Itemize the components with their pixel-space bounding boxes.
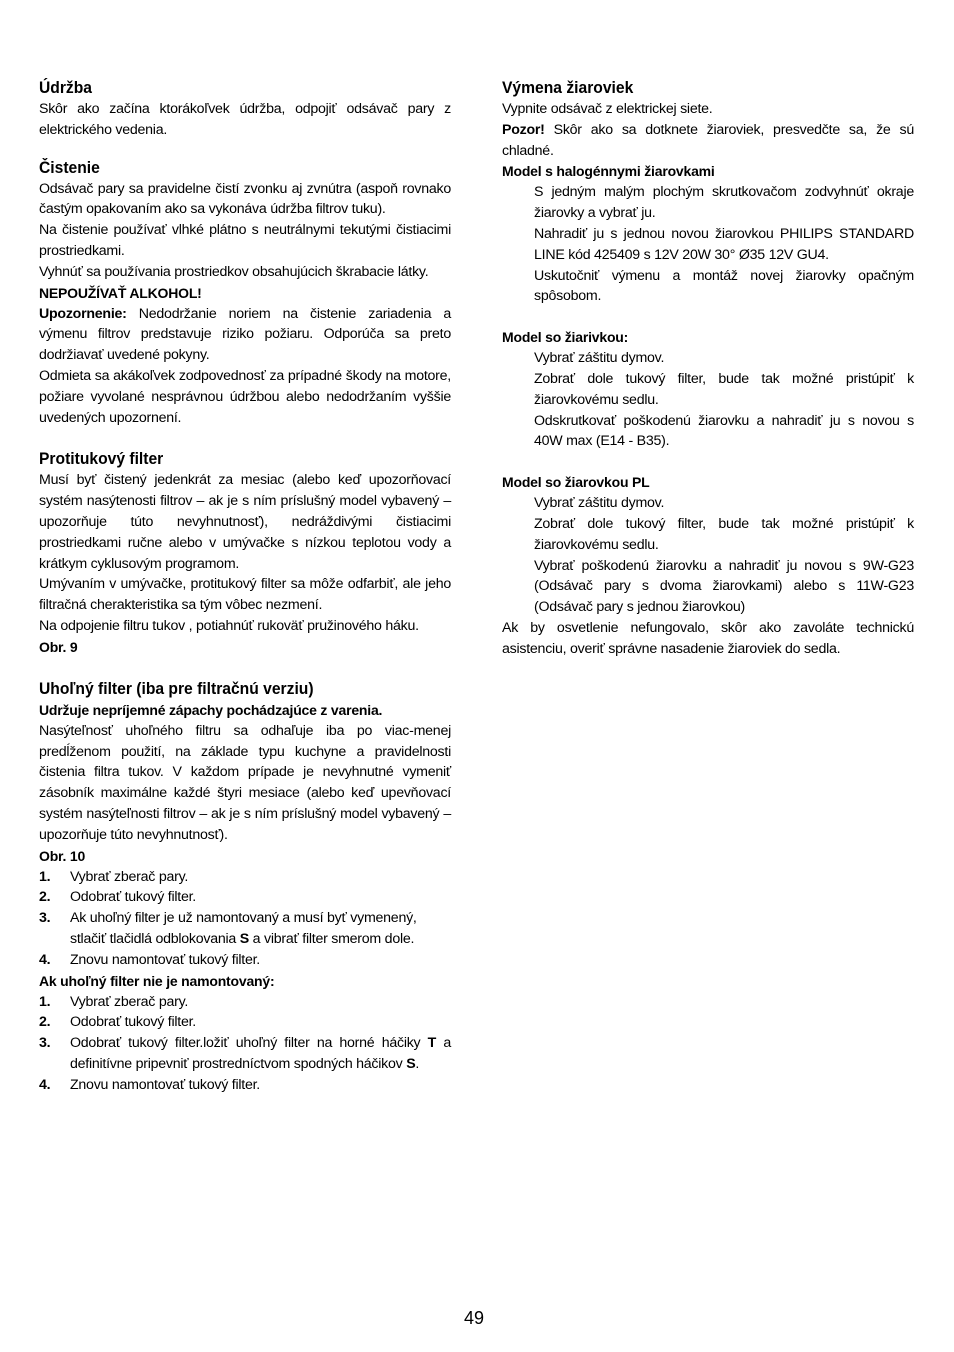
list-number: 1.: [39, 993, 51, 1010]
left-column: [39, 77, 451, 1095]
list-number: 2.: [39, 1014, 51, 1031]
protitukovy-text-1: Musí byť čistený jedenkrát za mesiac (alebo keď upozorňovací systém nasýtenosti filtrov – ak je s ním príslušný model vybavený – upozorňuje túto nevyhnutnosť), nedráždivými čistiacimi prostriedkami ručne alebo v umývačke s nízkou teplotou vody a krátkym cyklusovým programom.: [39, 472, 451, 572]
list-text: Znovu namontovať tukový filter.: [70, 951, 260, 968]
list-item: [39, 950, 451, 971]
list-number: 1.: [39, 868, 51, 885]
ziarivka-text-3: Odskrutkovať poškodenú žiarovku a nahradiť ju s novou s 40W max (E14 - B35).: [534, 412, 914, 450]
udrzba-text: Skôr ako začína ktorákoľvek údržba, odpojiť odsávač pary z elektrického vedenia.: [39, 101, 451, 138]
list-text: Odobrať tukový filter.ložiť uhoľný filter na horné háčiky T a definitívne pripevniť prostredníctvom spodných háčikov S.: [70, 1035, 451, 1072]
pozor-label: Pozor!: [502, 121, 545, 138]
pl-text-2: Zobrať dole tukový filter, bude tak možné pristúpiť k žiarovkovému sedlu.: [534, 515, 914, 553]
uholny-figure-ref: Obr. 10: [39, 847, 86, 864]
cistenie-text-2: Na čistenie používať vlhké plátno s neutrálnymi tekutými čistiacimi prostriedkami.: [39, 222, 451, 259]
cistenie-note: [39, 304, 451, 366]
list-number: 3.: [39, 1035, 51, 1052]
heading-pl: Model so žiarovkou PL: [502, 474, 650, 491]
cistenie-text-1: Odsávač pary sa pravidelne čistí zvonku aj zvnútra (aspoň rovnako častým opakovaním ako sa vykonáva údržba filtrov tuku).: [39, 180, 451, 218]
protitukovy-figure-ref: Obr. 9: [39, 638, 78, 655]
list-text: Vybrať zberač pary.: [70, 868, 189, 885]
uholny-list-1: [39, 867, 451, 971]
halogen-text-1: S jedným malým plochým skrutkovačom zodvyhnúť okraje žiarovky a vybrať ju.: [534, 184, 914, 222]
heading-uholny: Uhoľný filter (iba pre filtračnú verziu): [39, 678, 314, 698]
list-number: 4.: [39, 951, 51, 968]
uholny-subtitle: Udržuje nepríjemné zápachy pochádzajúce z varenia.: [39, 701, 383, 718]
heading-ziarivka: Model so žiarivkou:: [502, 329, 629, 346]
list-item: [39, 867, 451, 888]
list-number: 4.: [39, 1076, 51, 1093]
list-item: [39, 992, 451, 1013]
section-cistenie: [39, 157, 451, 429]
list-item: [39, 1075, 451, 1096]
vymena-text-1: Vypnite odsávač z elektrickej siete.: [502, 101, 713, 117]
heading-halogen: Model s halogénnymi žiarovkami: [502, 163, 715, 180]
list-item: [39, 1033, 451, 1075]
pl-text-1: Vybrať záštitu dymov.: [534, 495, 665, 512]
list-number: 2.: [39, 889, 51, 906]
list-item: [39, 887, 451, 908]
list-item: [39, 908, 451, 950]
cistenie-warning: NEPOUŽÍVAŤ ALKOHOL!: [39, 284, 202, 301]
note-label: Upozornenie:: [39, 305, 127, 322]
page-number-text: 49: [464, 1308, 485, 1328]
section-ziarivka: [502, 327, 914, 452]
halogen-text-2: Nahradiť ju s jednou novou žiarovkou PHILIPS STANDARD LINE kód 425409 s 12V 20W 30° Ø35 12V GU4.: [534, 225, 914, 263]
halogen-text-3: Uskutočniť výmenu a montáž novej žiarovky opačným spôsobom.: [534, 267, 914, 305]
heading-protitukovy: Protitukový filter: [39, 449, 164, 469]
pl-text-3: Vybrať poškodenú žiarovku a nahradiť ju novou s 9W-G23 (Odsávač pary s dvoma žiarovkami) alebo s 11W-G23 (Odsávač pary s jednou žiarovkou): [534, 557, 914, 616]
protitukovy-text-2: Umývaním v umývačke, protitukový filter sa môže odfarbiť, ale jeho filtračná cherakteristika sa tým vôbec nezmení.: [39, 576, 451, 614]
cistenie-text-4: Odmieta sa akákoľvek zodpovednosť za prípadné škody na motore, požiare vyvolané nesprávnou údržbou alebo nedodržaním vyššie uvedených upozornení.: [39, 367, 451, 426]
list-item: [39, 1012, 451, 1033]
list-text: Odobrať tukový filter.: [70, 1014, 196, 1031]
section-udrzba: [39, 77, 451, 141]
ziarivka-text-1: Vybrať záštitu dymov.: [534, 350, 665, 367]
section-vymena: [502, 77, 914, 161]
section-uholny: [39, 678, 451, 1096]
section-protitukovy: [39, 448, 451, 657]
ziarivka-text-2: Zobrať dole tukový filter, bude tak možné pristúpiť k žiarovkovému sedlu.: [534, 370, 914, 408]
section-pl: [502, 472, 914, 618]
list-text: Vybrať zberač pary.: [70, 993, 189, 1010]
heading-udrzba: Údržba: [39, 78, 93, 97]
heading-vymena: Výmena žiaroviek: [502, 78, 634, 97]
list-text: Znovu namontovať tukový filter.: [70, 1076, 260, 1093]
closing-text: Ak by osvetlenie nefungovalo, skôr ako zavoláte technickú asistenciu, overiť správne nasadenie žiaroviek do sedla.: [502, 619, 914, 657]
list-number: 3.: [39, 910, 51, 927]
uholny-list-2: [39, 992, 451, 1096]
section-halogen: [502, 161, 914, 307]
heading-cistenie: Čistenie: [39, 157, 100, 177]
protitukovy-text-3: Na odpojenie filtru tukov , potiahnúť rukoväť pružinového háku.: [39, 617, 419, 634]
uholny-subtitle-2: Ak uhoľný filter nie je namontovaný:: [39, 972, 275, 989]
note-text: Nedodržanie noriem na čistenie zariadenia a výmenu filtrov predstavuje riziko požiaru. Odporúča sa preto dodržiavať uvedené pokyny.: [39, 305, 451, 364]
uholny-text-1: Nasýteľnosť uhoľného filtru sa odhaľuje iba po viac-menej predĺženom použití, na základe typu kuchyne a pravidelnosti čistenia filtra tukov. V každom prípade je nevyhnutné vymeniť zásobník maximálne každé štyri mesiace (alebo keď upevňovací systém nasýteľnosti filtrov – ak je s ním príslušný model vybavený – upozorňuje túto nevyhnutnosť).: [39, 722, 451, 843]
cistenie-text-3: Vyhnúť sa používania prostriedkov obsahujúcich škrabacie látky.: [39, 263, 429, 280]
vymena-pozor: [502, 120, 914, 162]
list-text: Odobrať tukový filter.: [70, 889, 196, 906]
list-text: Ak uhoľný filter je už namontovaný a musí byť vymenený, stlačiť tlačidlá odblokovania S a vibrať filter smerom dole.: [70, 910, 417, 947]
pozor-text: Skôr ako sa dotknete žiaroviek, presvedčte sa, že sú chladné.: [502, 121, 914, 159]
right-column: [502, 77, 914, 660]
